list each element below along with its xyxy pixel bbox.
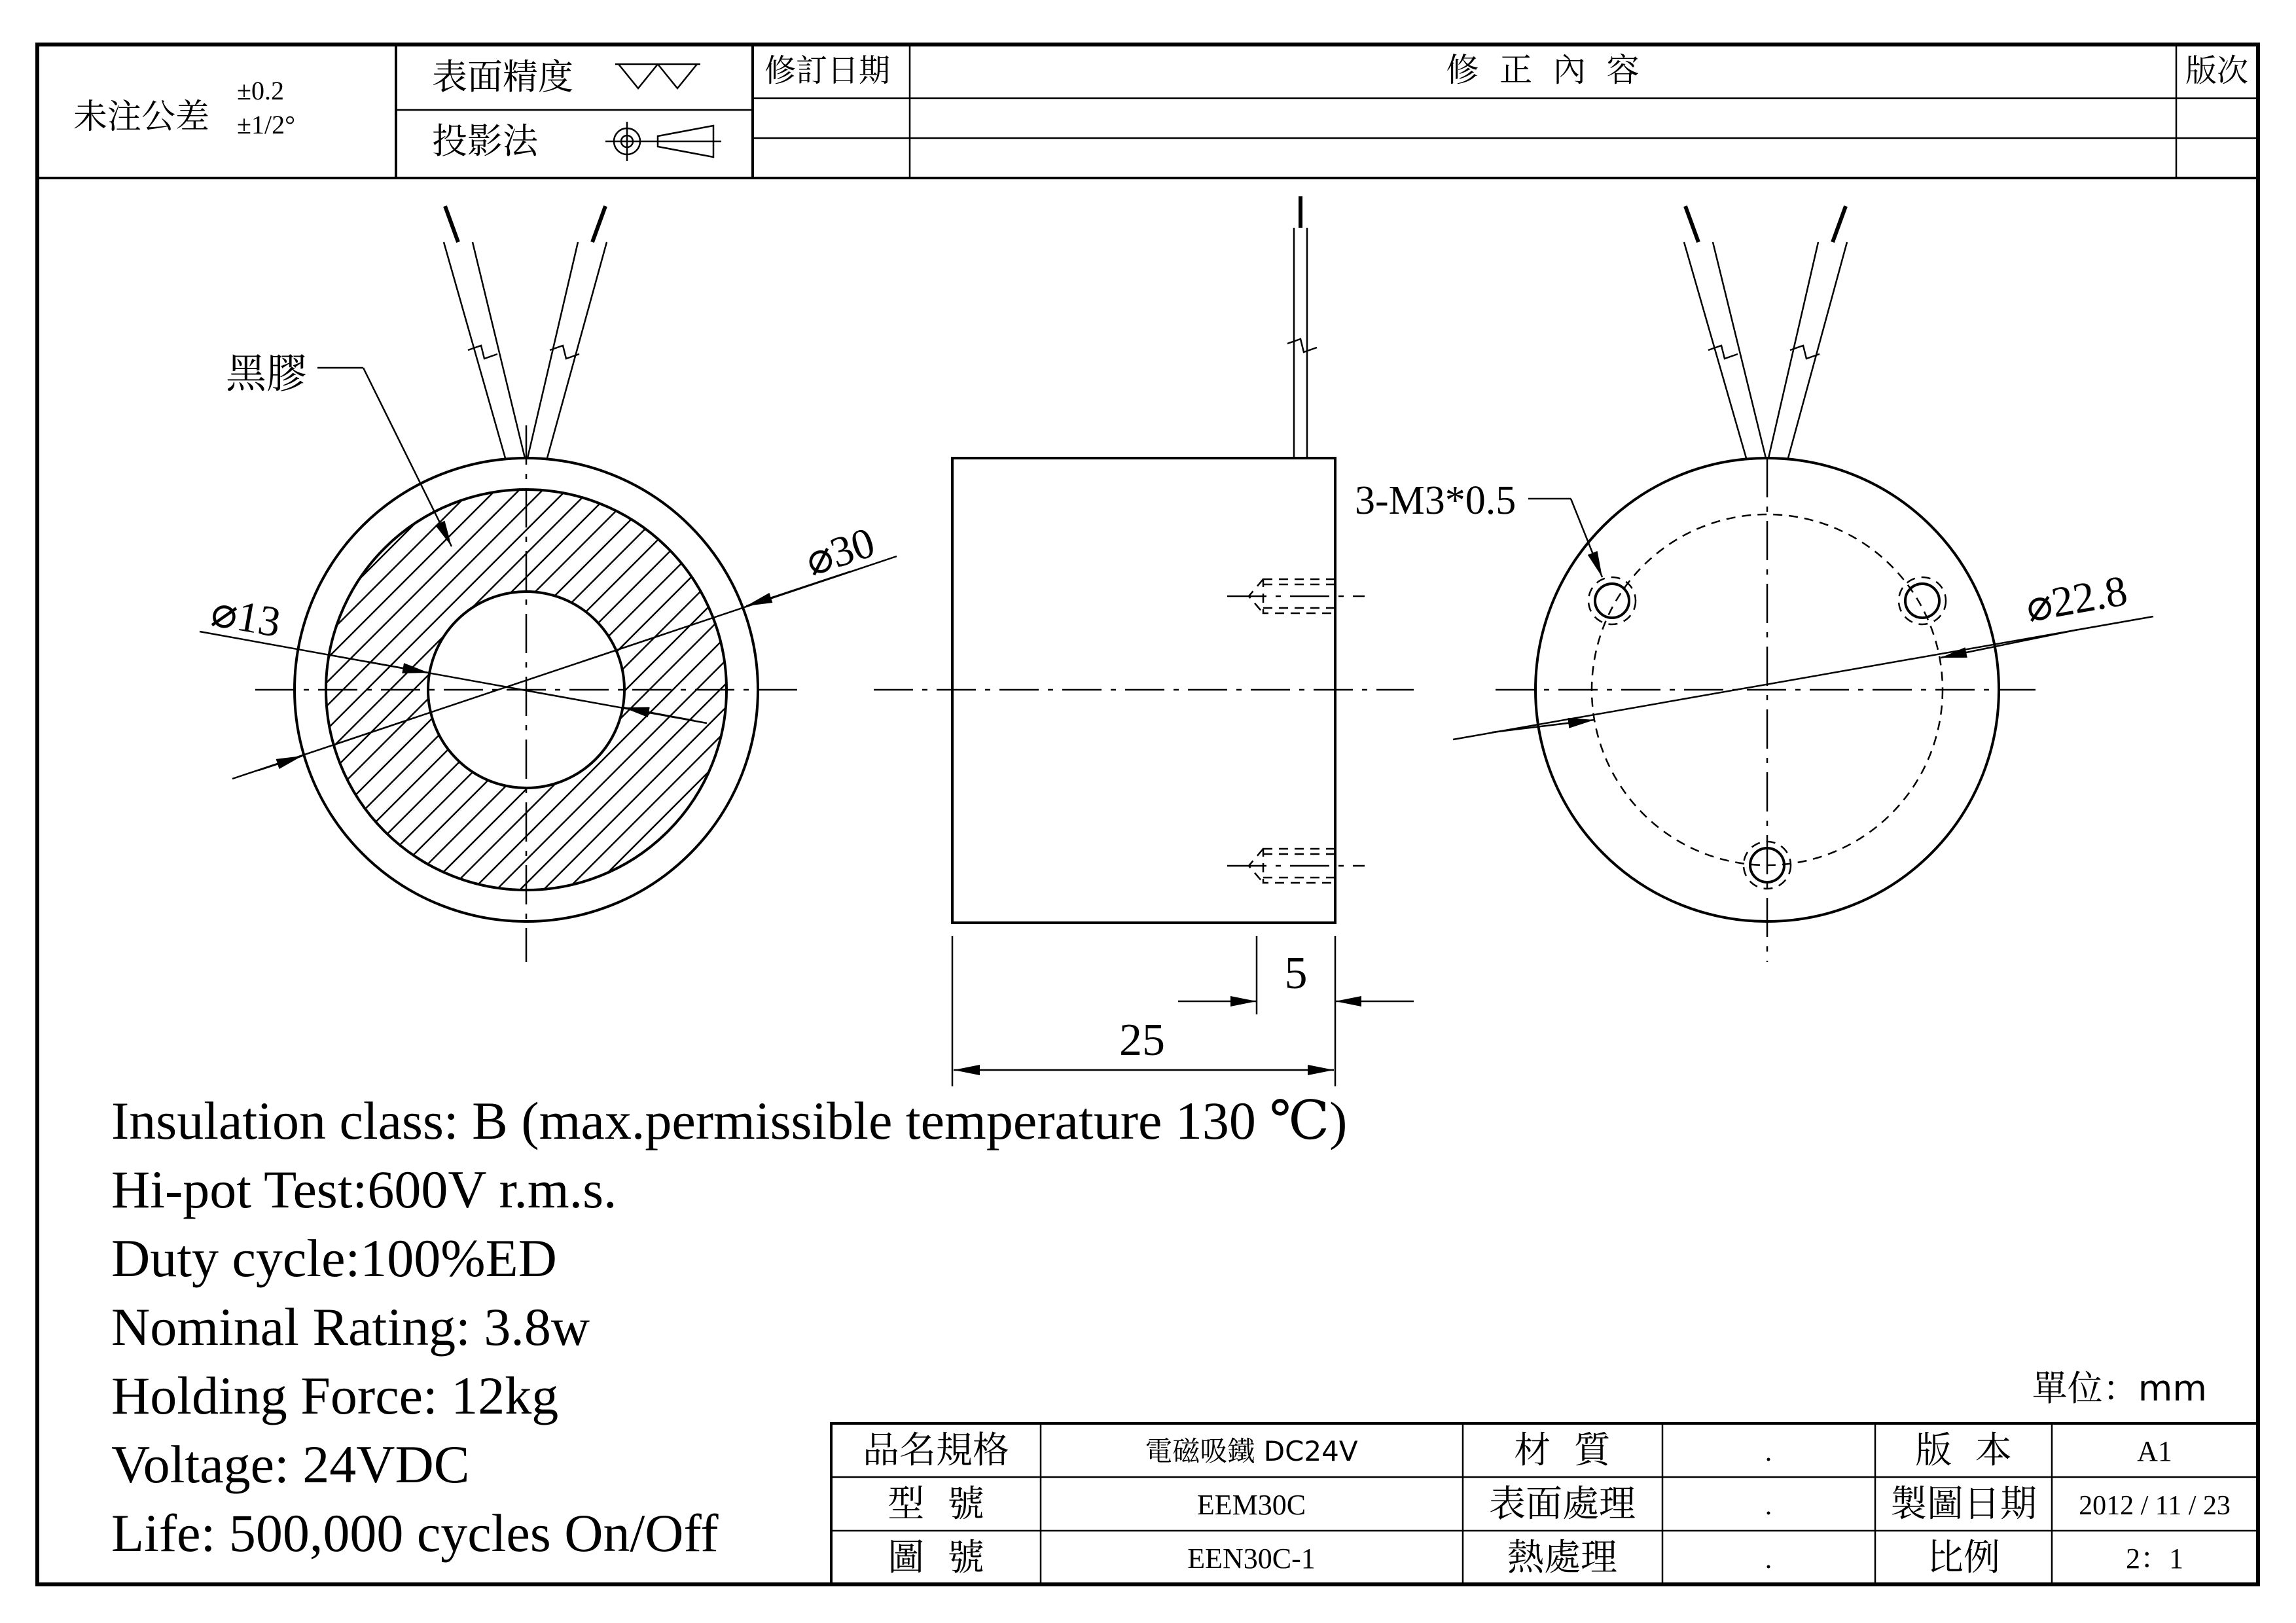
tb-drawing-number-label: 圖 號 [888,1537,984,1579]
tb-surface-treatment-label: 表面處理 [1489,1483,1636,1525]
front-view [0,206,1141,962]
tb-model-label: 型 號 [888,1483,984,1525]
hatch-line [0,480,364,899]
tb-material-label: 材 質 [1514,1429,1611,1472]
spec-life: Life: 500,000 cycles On/Off [111,1503,719,1563]
projection-label: 投影法 [432,120,538,162]
version-label: 版次 [2185,52,2249,89]
tapped-hole-left [1588,577,1636,624]
spec-list [111,1091,1347,1563]
tb-surface-treatment-value: . [1765,1491,1772,1521]
tb-scale-label: 比例 [1927,1537,2000,1579]
spec-holding-force: Holding Force: 12kg [111,1366,559,1425]
spec-nominal-rating: Nominal Rating: 3.8w [111,1297,590,1357]
side-view [874,196,1414,1086]
thread-depth-label: 5 [1284,948,1308,999]
tb-version-label: 版 本 [1915,1429,2012,1472]
bolt-circle-diameter-label: ⌀22.8 [2022,566,2131,632]
tb-product-name-label: 品名規格 [863,1429,1009,1472]
surface-finish-icon [615,64,700,88]
tb-heat-treatment-label: 熱處理 [1507,1537,1617,1579]
tolerance-linear: ±0.2 [237,76,284,105]
spec-duty-cycle: Duty cycle:100%ED [111,1228,557,1288]
tolerance-label: 未注公差 [73,98,210,137]
tb-model-value: EEM30C [1196,1489,1306,1521]
tb-drawing-number-value: EEN30C-1 [1187,1543,1316,1575]
black-glue-label: 黑膠 [226,349,308,397]
title-block [831,1423,2258,1584]
revision-content-label: 修 正 內 容 [1446,51,1640,89]
revision-date-label: 修訂日期 [764,52,891,89]
spec-insulation: Insulation class: B (max.permissible temperature 130 ℃) [111,1091,1348,1150]
rear-view [1355,206,2153,962]
inner-diameter-label: ⌀13 [207,587,285,647]
threaded-hole-bottom [1227,849,1365,883]
spec-voltage: Voltage: 24VDC [111,1435,470,1494]
unit-note: 單位：mm [2032,1368,2207,1409]
tb-material-value: . [1765,1437,1772,1467]
header-block [37,45,2258,178]
tb-heat-treatment-value: . [1765,1544,1772,1575]
tb-version-value: A1 [2137,1435,2172,1467]
tapped-hole-right [1899,577,1946,624]
height-label: 25 [1119,1015,1165,1065]
tb-drawing-date-label: 製圖日期 [1890,1483,2037,1525]
outer-diameter-label: ⌀30 [800,518,881,586]
lead-wires-right [1684,206,1847,458]
threaded-hole-top [1227,579,1365,613]
tb-drawing-date-value: 2012 / 11 / 23 [2079,1491,2231,1521]
projection-symbol-icon [605,122,721,161]
thread-spec-label: 3-M3*0.5 [1355,478,1516,523]
tolerance-angular: ±1/2° [237,110,296,139]
lead-wires-left [444,206,607,458]
tb-scale-value: 2：1 [2126,1543,2183,1575]
spec-hipot: Hi-pot Test:600V r.m.s. [111,1160,617,1219]
surface-finish-label: 表面精度 [432,56,573,98]
tb-product-name-value: 電磁吸鐵 DC24V [1145,1435,1358,1467]
